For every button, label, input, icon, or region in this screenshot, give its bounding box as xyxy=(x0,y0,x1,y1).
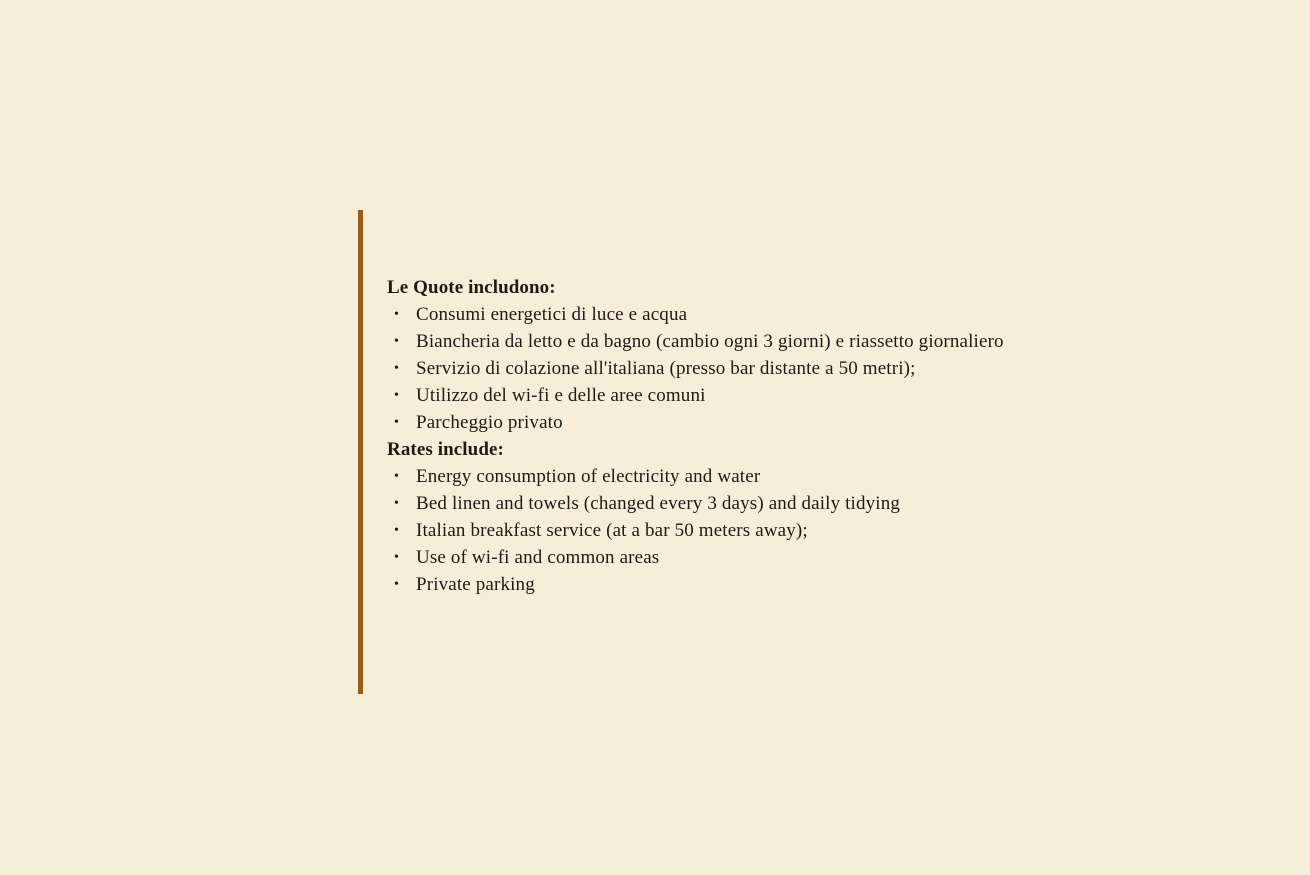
list-item-text: Italian breakfast service (at a bar 50 meters away); xyxy=(416,520,808,541)
bullet-icon: • xyxy=(394,469,400,484)
bullet-icon: • xyxy=(394,334,400,349)
list-item-text: Private parking xyxy=(416,574,535,595)
bullet-icon: • xyxy=(394,577,400,592)
bullet-icon: • xyxy=(394,361,400,376)
list-item-text: Bed linen and towels (changed every 3 days) and daily tidying xyxy=(416,493,901,514)
bullet-icon: • xyxy=(394,388,400,403)
list-item-text: Consumi energetici di luce e acqua xyxy=(416,304,688,325)
list-item-text: Energy consumption of electricity and water xyxy=(416,466,761,487)
list-item-text: Parcheggio privato xyxy=(416,412,563,433)
list-item-text: Servizio di colazione all'italiana (presso bar distante a 50 metri); xyxy=(416,358,916,379)
list-item xyxy=(387,382,1047,409)
list-item xyxy=(387,490,1047,517)
list-item xyxy=(387,544,1047,571)
list-item xyxy=(387,328,1047,355)
accent-vertical-rule xyxy=(358,210,363,694)
list-item-text: Biancheria da letto e da bagno (cambio ogni 3 giorni) e riassetto giornaliero xyxy=(416,331,1004,352)
rates-content xyxy=(387,274,1047,598)
list-item xyxy=(387,517,1047,544)
list-item-text: Utilizzo del wi-fi e delle aree comuni xyxy=(416,385,706,406)
bullet-icon: • xyxy=(394,496,400,511)
list-item xyxy=(387,355,1047,382)
italian-included-list xyxy=(387,301,1047,436)
bullet-icon: • xyxy=(394,307,400,322)
list-item xyxy=(387,409,1047,436)
list-item xyxy=(387,571,1047,598)
english-section-title: Rates include: xyxy=(387,439,504,460)
bullet-icon: • xyxy=(394,415,400,430)
bullet-icon: • xyxy=(394,523,400,538)
list-item xyxy=(387,301,1047,328)
list-item xyxy=(387,463,1047,490)
bullet-icon: • xyxy=(394,550,400,565)
list-item-text: Use of wi-fi and common areas xyxy=(416,547,660,568)
english-included-list xyxy=(387,463,1047,598)
italian-section-title: Le Quote includono: xyxy=(387,277,556,298)
